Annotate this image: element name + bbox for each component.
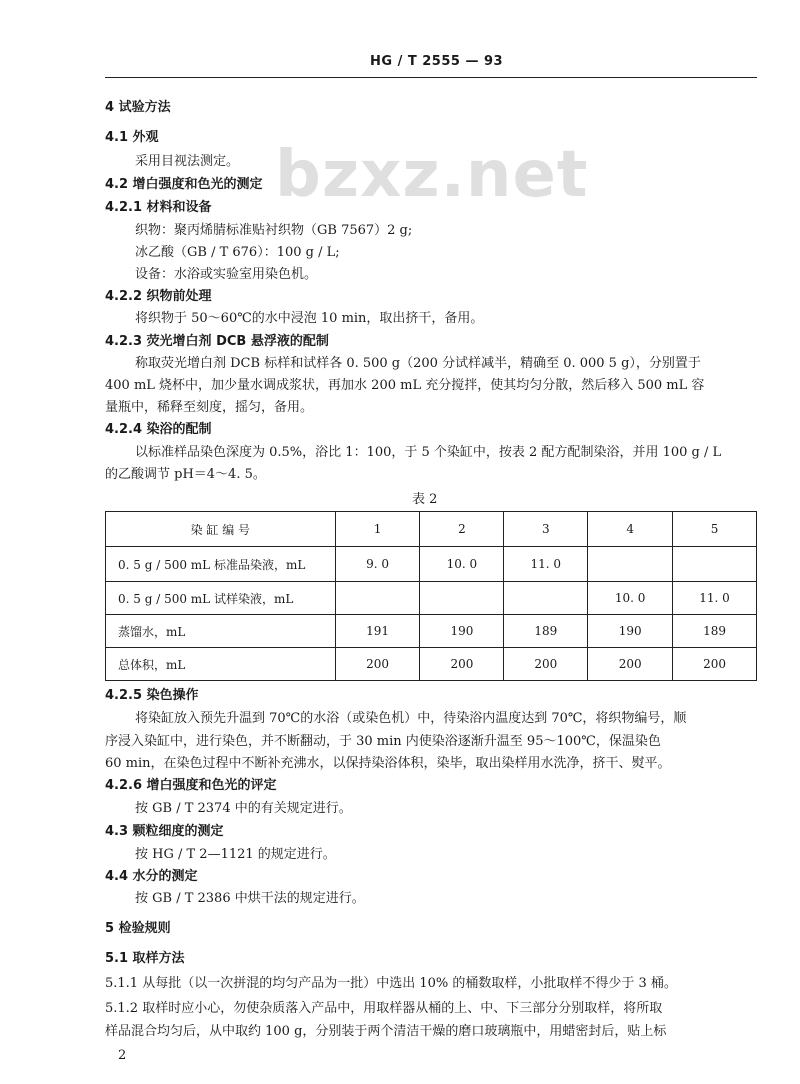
table-header-cell: 3 <box>504 512 588 547</box>
table-cell: 200 <box>420 648 504 681</box>
table-cell: 11. 0 <box>504 547 588 582</box>
section-4-2-3-line-3: 量瓶中，稀释至刻度，摇匀，备用。 <box>105 400 314 415</box>
table-cell: 200 <box>588 648 673 681</box>
section-4-1-title: 4.1 外观 <box>105 130 159 145</box>
section-4-2-4-title: 4.2.4 染浴的配制 <box>105 422 212 437</box>
table-cell: 10. 0 <box>588 582 673 615</box>
materials-line-3: 设备：水浴或实验室用染色机。 <box>135 267 318 282</box>
section-4-3-body: 按 HG / T 2—1121 的规定进行。 <box>135 847 336 862</box>
table-cell <box>673 547 757 582</box>
table-header-row <box>106 512 757 547</box>
section-5-1-1: 5.1.1 从每批（以一次拼混的均匀产品为一批）中选出 10% 的桶数取样，小批取样不得少于 3 桶。 <box>105 976 677 991</box>
watermark: bzxz.net <box>275 138 589 212</box>
table-cell: 191 <box>335 615 420 648</box>
section-4-2-6-body: 按 GB / T 2374 中的有关规定进行。 <box>135 801 352 816</box>
section-4-2-5-line-3: 60 min，在染色过程中不断补充沸水，以保持染浴体积，染毕，取出染样用水洗净，挤干、熨平。 <box>105 756 671 771</box>
table-header-cell: 5 <box>673 512 757 547</box>
section-5-1-title: 5.1 取样方法 <box>105 951 185 966</box>
section-4-title: 4 试验方法 <box>105 100 171 115</box>
table-header-cell: 2 <box>420 512 504 547</box>
table-header-cell: 染 缸 编 号 <box>106 512 336 547</box>
section-4-2-4-line-2: 的乙酸调节 pH＝4～4. 5。 <box>105 467 266 482</box>
section-4-2-3-line-1: 称取荧光增白剂 DCB 标样和试样各 0. 500 g（200 分试样减半，精确至 0. 000 5 g），分别置于 <box>135 356 701 371</box>
row-label: 0. 5 g / 500 mL 标准品染液，mL <box>106 547 336 582</box>
page-number: 2 <box>118 1048 127 1063</box>
section-4-2-2-title: 4.2.2 织物前处理 <box>105 289 212 304</box>
row-label: 总体积，mL <box>106 648 336 681</box>
table-cell: 11. 0 <box>673 582 757 615</box>
section-4-2-5-line-2: 序浸入染缸中，进行染色，并不断翻动，于 30 min 内使染浴逐渐升温至 95～100℃，保温染色 <box>105 734 661 749</box>
table-cell: 190 <box>588 615 673 648</box>
section-5-title: 5 检验规则 <box>105 921 171 936</box>
table-cell <box>588 547 673 582</box>
standard-number-header: HG / T 2555 — 93 <box>370 54 504 69</box>
table-cell: 189 <box>673 615 757 648</box>
section-4-2-6-title: 4.2.6 增白强度和色光的评定 <box>105 778 277 793</box>
section-4-2-4-line-1: 以标准样品染色深度为 0.5%，浴比 1：100，于 5 个染缸中，按表 2 配方配制染浴，并用 100 g / L <box>135 445 722 460</box>
table-row <box>106 582 757 615</box>
section-4-2-title: 4.2 增白强度和色光的测定 <box>105 177 263 192</box>
row-label: 0. 5 g / 500 mL 试样染液，mL <box>106 582 336 615</box>
section-4-1-body: 采用目视法测定。 <box>135 154 240 169</box>
section-4-2-5-line-1: 将染缸放入预先升温到 70℃的水浴（或染色机）中，待染浴内温度达到 70℃，将织物编号，顺 <box>135 711 687 726</box>
materials-line-2: 冰乙酸（GB / T 676）：100 g / L; <box>135 245 340 260</box>
section-5-1-2-line-2: 样品混合均匀后，从中取约 100 g，分别装于两个清洁干燥的磨口玻璃瓶中，用蜡密封后，贴上标 <box>105 1024 667 1039</box>
table-cell: 190 <box>420 615 504 648</box>
section-4-2-1-title: 4.2.1 材料和设备 <box>105 200 212 215</box>
table-header-cell: 4 <box>588 512 673 547</box>
section-4-4-body: 按 GB / T 2386 中烘干法的规定进行。 <box>135 891 365 906</box>
table-cell <box>335 582 420 615</box>
row-label: 蒸馏水，mL <box>106 615 336 648</box>
section-5-1-2-line-1: 5.1.2 取样时应小心，勿使杂质落入产品中，用取样器从桶的上、中、下三部分分别取样，将所取 <box>105 1001 663 1016</box>
table-cell: 200 <box>335 648 420 681</box>
table-row <box>106 547 757 582</box>
section-4-3-title: 4.3 颗粒细度的测定 <box>105 824 224 839</box>
table-cell: 9. 0 <box>335 547 420 582</box>
materials-line-1: 织物：聚丙烯腈标准贴衬织物（GB 7567）2 g; <box>135 223 413 238</box>
table-row <box>106 648 757 681</box>
table-header-cell: 1 <box>335 512 420 547</box>
table-cell: 189 <box>504 615 588 648</box>
table-cell <box>420 582 504 615</box>
table-cell: 10. 0 <box>420 547 504 582</box>
section-4-2-2-body: 将织物于 50～60℃的水中浸泡 10 min，取出挤干，备用。 <box>135 311 484 326</box>
table-cell: 200 <box>673 648 757 681</box>
table-2 <box>105 511 757 681</box>
section-4-2-3-line-2: 400 mL 烧杯中，加少量水调成浆状，再加水 200 mL 充分搅拌，使其均匀分散，然后移入 500 mL 容 <box>105 378 705 393</box>
header-rule <box>105 77 757 78</box>
table-cell <box>504 582 588 615</box>
table-caption: 表 2 <box>412 492 438 507</box>
section-4-2-5-title: 4.2.5 染色操作 <box>105 688 199 703</box>
table-row <box>106 615 757 648</box>
section-4-4-title: 4.4 水分的测定 <box>105 869 198 884</box>
section-4-2-3-title: 4.2.3 荧光增白剂 DCB 悬浮液的配制 <box>105 334 329 349</box>
table-cell: 200 <box>504 648 588 681</box>
